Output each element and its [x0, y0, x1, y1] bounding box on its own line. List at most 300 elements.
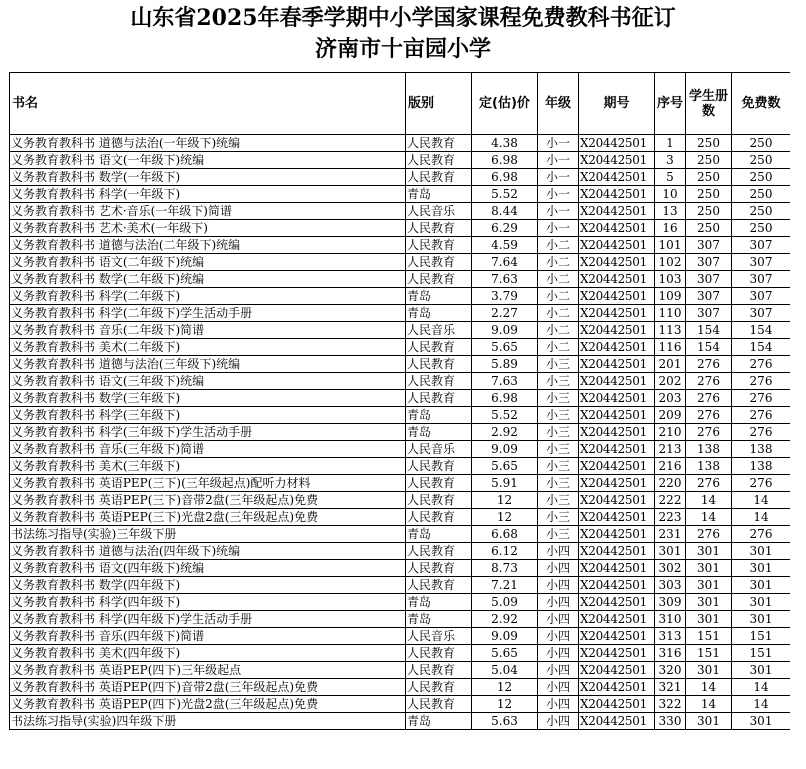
- textbook-order-table: [9, 72, 790, 730]
- cell-book-name: 义务教育教科书 英语PEP(四下)三年级起点: [10, 662, 406, 679]
- cell-publisher: 青岛: [406, 288, 472, 305]
- cell-publisher: 青岛: [406, 526, 472, 543]
- cell-book-name: 义务教育教科书 科学(四年级下): [10, 594, 406, 611]
- cell-book-name: 义务教育教科书 音乐(三年级下)简谱: [10, 441, 406, 458]
- cell-seq: 309: [655, 594, 686, 611]
- cell-publisher: 人民教育: [406, 696, 472, 713]
- cell-grade: 小三: [538, 390, 579, 407]
- cell-issue: X20442501: [579, 543, 655, 560]
- cell-students: 276: [686, 356, 732, 373]
- cell-free: 154: [732, 322, 791, 339]
- cell-seq: 3: [655, 152, 686, 169]
- cell-issue: X20442501: [579, 594, 655, 611]
- cell-students: 276: [686, 373, 732, 390]
- cell-grade: 小三: [538, 458, 579, 475]
- cell-price: 9.09: [472, 322, 538, 339]
- table-row: [10, 254, 791, 271]
- cell-students: 276: [686, 475, 732, 492]
- cell-issue: X20442501: [579, 509, 655, 526]
- cell-price: 5.52: [472, 407, 538, 424]
- cell-free: 250: [732, 186, 791, 203]
- cell-issue: X20442501: [579, 322, 655, 339]
- cell-book-name: 义务教育教科书 道德与法治(二年级下)统编: [10, 237, 406, 254]
- cell-book-name: 义务教育教科书 英语PEP(四下)光盘2盘(三年级起点)免费: [10, 696, 406, 713]
- cell-students: 250: [686, 186, 732, 203]
- cell-grade: 小四: [538, 679, 579, 696]
- cell-free: 301: [732, 713, 791, 730]
- cell-publisher: 人民教育: [406, 356, 472, 373]
- cell-seq: 10: [655, 186, 686, 203]
- cell-publisher: 人民教育: [406, 458, 472, 475]
- cell-free: 250: [732, 220, 791, 237]
- table-body: [10, 135, 791, 730]
- cell-students: 14: [686, 696, 732, 713]
- cell-students: 154: [686, 339, 732, 356]
- cell-price: 7.64: [472, 254, 538, 271]
- cell-book-name: 义务教育教科书 语文(四年级下)统编: [10, 560, 406, 577]
- cell-students: 250: [686, 220, 732, 237]
- cell-grade: 小一: [538, 220, 579, 237]
- cell-price: 6.68: [472, 526, 538, 543]
- header-book-name: 书名: [10, 73, 406, 135]
- cell-free: 276: [732, 526, 791, 543]
- cell-free: 301: [732, 611, 791, 628]
- cell-seq: 301: [655, 543, 686, 560]
- cell-seq: 310: [655, 611, 686, 628]
- cell-grade: 小二: [538, 339, 579, 356]
- header-issue: 期号: [579, 73, 655, 135]
- cell-grade: 小二: [538, 288, 579, 305]
- cell-price: 5.04: [472, 662, 538, 679]
- cell-publisher: 人民教育: [406, 560, 472, 577]
- cell-grade: 小一: [538, 135, 579, 152]
- cell-students: 307: [686, 254, 732, 271]
- cell-seq: 102: [655, 254, 686, 271]
- cell-issue: X20442501: [579, 577, 655, 594]
- cell-free: 301: [732, 560, 791, 577]
- cell-grade: 小四: [538, 577, 579, 594]
- cell-book-name: 义务教育教科书 数学(三年级下): [10, 390, 406, 407]
- cell-price: 3.79: [472, 288, 538, 305]
- cell-publisher: 人民教育: [406, 169, 472, 186]
- cell-students: 307: [686, 271, 732, 288]
- cell-grade: 小三: [538, 373, 579, 390]
- table-row: [10, 390, 791, 407]
- cell-seq: 1: [655, 135, 686, 152]
- cell-free: 14: [732, 679, 791, 696]
- cell-free: 276: [732, 475, 791, 492]
- cell-grade: 小三: [538, 356, 579, 373]
- cell-publisher: 人民教育: [406, 152, 472, 169]
- cell-free: 301: [732, 662, 791, 679]
- cell-price: 5.63: [472, 713, 538, 730]
- cell-book-name: 义务教育教科书 英语PEP(三下)光盘2盘(三年级起点)免费: [10, 509, 406, 526]
- table-row: [10, 645, 791, 662]
- table-row: [10, 679, 791, 696]
- table-row: [10, 560, 791, 577]
- cell-price: 6.98: [472, 169, 538, 186]
- cell-free: 151: [732, 628, 791, 645]
- cell-price: 5.89: [472, 356, 538, 373]
- cell-publisher: 人民教育: [406, 373, 472, 390]
- cell-issue: X20442501: [579, 237, 655, 254]
- cell-price: 4.38: [472, 135, 538, 152]
- cell-grade: 小四: [538, 662, 579, 679]
- cell-publisher: 人民音乐: [406, 203, 472, 220]
- cell-free: 14: [732, 509, 791, 526]
- cell-book-name: 义务教育教科书 道德与法治(三年级下)统编: [10, 356, 406, 373]
- cell-book-name: 义务教育教科书 语文(一年级下)统编: [10, 152, 406, 169]
- table-row: [10, 356, 791, 373]
- table-row: [10, 458, 791, 475]
- cell-students: 276: [686, 526, 732, 543]
- cell-grade: 小一: [538, 169, 579, 186]
- table-row: [10, 203, 791, 220]
- cell-book-name: 义务教育教科书 英语PEP(三下)(三年级起点)配听力材料: [10, 475, 406, 492]
- cell-free: 301: [732, 543, 791, 560]
- table-row: [10, 373, 791, 390]
- table-row: [10, 594, 791, 611]
- cell-free: 250: [732, 203, 791, 220]
- cell-book-name: 书法练习指导(实验)四年级下册: [10, 713, 406, 730]
- cell-grade: 小四: [538, 611, 579, 628]
- table-row: [10, 475, 791, 492]
- cell-price: 7.63: [472, 373, 538, 390]
- cell-free: 138: [732, 441, 791, 458]
- cell-publisher: 人民教育: [406, 135, 472, 152]
- header-price: 定(估)价: [472, 73, 538, 135]
- cell-issue: X20442501: [579, 696, 655, 713]
- cell-publisher: 青岛: [406, 594, 472, 611]
- cell-issue: X20442501: [579, 373, 655, 390]
- cell-students: 14: [686, 509, 732, 526]
- cell-free: 276: [732, 356, 791, 373]
- cell-grade: 小二: [538, 322, 579, 339]
- cell-price: 6.98: [472, 390, 538, 407]
- cell-book-name: 义务教育教科书 科学(三年级下): [10, 407, 406, 424]
- cell-seq: 220: [655, 475, 686, 492]
- cell-students: 14: [686, 679, 732, 696]
- cell-students: 301: [686, 611, 732, 628]
- cell-grade: 小三: [538, 407, 579, 424]
- header-grade: 年级: [538, 73, 579, 135]
- cell-grade: 小四: [538, 628, 579, 645]
- cell-issue: X20442501: [579, 441, 655, 458]
- cell-publisher: 人民教育: [406, 577, 472, 594]
- cell-issue: X20442501: [579, 526, 655, 543]
- cell-seq: 222: [655, 492, 686, 509]
- cell-publisher: 青岛: [406, 305, 472, 322]
- cell-book-name: 义务教育教科书 科学(一年级下): [10, 186, 406, 203]
- cell-issue: X20442501: [579, 288, 655, 305]
- cell-price: 2.92: [472, 611, 538, 628]
- cell-issue: X20442501: [579, 271, 655, 288]
- cell-price: 9.09: [472, 628, 538, 645]
- cell-publisher: 人民音乐: [406, 628, 472, 645]
- header-free: 免费数: [732, 73, 791, 135]
- cell-price: 5.65: [472, 645, 538, 662]
- cell-book-name: 义务教育教科书 道德与法治(一年级下)统编: [10, 135, 406, 152]
- table-row: [10, 611, 791, 628]
- cell-issue: X20442501: [579, 186, 655, 203]
- cell-book-name: 义务教育教科书 科学(二年级下)学生活动手册: [10, 305, 406, 322]
- cell-students: 301: [686, 594, 732, 611]
- cell-seq: 101: [655, 237, 686, 254]
- cell-issue: X20442501: [579, 169, 655, 186]
- cell-price: 12: [472, 696, 538, 713]
- cell-grade: 小四: [538, 645, 579, 662]
- cell-book-name: 义务教育教科书 语文(二年级下)统编: [10, 254, 406, 271]
- table-row: [10, 186, 791, 203]
- cell-seq: 16: [655, 220, 686, 237]
- cell-grade: 小四: [538, 713, 579, 730]
- cell-price: 9.09: [472, 441, 538, 458]
- cell-grade: 小三: [538, 509, 579, 526]
- cell-students: 307: [686, 305, 732, 322]
- table-row: [10, 441, 791, 458]
- cell-price: 12: [472, 492, 538, 509]
- cell-free: 307: [732, 237, 791, 254]
- cell-free: 301: [732, 577, 791, 594]
- cell-grade: 小一: [538, 152, 579, 169]
- table-row: [10, 696, 791, 713]
- cell-seq: 322: [655, 696, 686, 713]
- cell-book-name: 义务教育教科书 音乐(四年级下)简谱: [10, 628, 406, 645]
- cell-seq: 303: [655, 577, 686, 594]
- cell-students: 301: [686, 560, 732, 577]
- cell-price: 7.21: [472, 577, 538, 594]
- cell-seq: 201: [655, 356, 686, 373]
- cell-issue: X20442501: [579, 611, 655, 628]
- table-row: [10, 169, 791, 186]
- cell-seq: 203: [655, 390, 686, 407]
- header-seq: 序号: [655, 73, 686, 135]
- table-row: [10, 271, 791, 288]
- cell-seq: 210: [655, 424, 686, 441]
- cell-students: 301: [686, 713, 732, 730]
- table-row: [10, 407, 791, 424]
- cell-price: 5.09: [472, 594, 538, 611]
- cell-publisher: 人民教育: [406, 339, 472, 356]
- cell-issue: X20442501: [579, 407, 655, 424]
- cell-students: 151: [686, 645, 732, 662]
- cell-publisher: 青岛: [406, 424, 472, 441]
- cell-publisher: 人民教育: [406, 645, 472, 662]
- cell-grade: 小二: [538, 305, 579, 322]
- cell-free: 301: [732, 594, 791, 611]
- table-row: [10, 305, 791, 322]
- table-row: [10, 577, 791, 594]
- cell-free: 14: [732, 492, 791, 509]
- cell-free: 276: [732, 390, 791, 407]
- cell-students: 301: [686, 543, 732, 560]
- cell-grade: 小三: [538, 526, 579, 543]
- cell-free: 138: [732, 458, 791, 475]
- header-publisher: 版别: [406, 73, 472, 135]
- cell-price: 6.12: [472, 543, 538, 560]
- cell-seq: 116: [655, 339, 686, 356]
- cell-students: 250: [686, 152, 732, 169]
- cell-seq: 13: [655, 203, 686, 220]
- document-title: 山东省2025年春季学期中小学国家课程免费教科书征订: [130, 5, 676, 31]
- table-row: [10, 288, 791, 305]
- cell-free: 307: [732, 288, 791, 305]
- cell-free: 250: [732, 169, 791, 186]
- cell-issue: X20442501: [579, 220, 655, 237]
- cell-price: 4.59: [472, 237, 538, 254]
- cell-seq: 213: [655, 441, 686, 458]
- cell-price: 12: [472, 509, 538, 526]
- cell-issue: X20442501: [579, 458, 655, 475]
- cell-publisher: 青岛: [406, 186, 472, 203]
- cell-students: 301: [686, 662, 732, 679]
- cell-seq: 109: [655, 288, 686, 305]
- cell-grade: 小三: [538, 441, 579, 458]
- cell-price: 6.98: [472, 152, 538, 169]
- cell-grade: 小一: [538, 203, 579, 220]
- cell-students: 307: [686, 237, 732, 254]
- cell-price: 5.65: [472, 458, 538, 475]
- cell-seq: 231: [655, 526, 686, 543]
- cell-price: 8.73: [472, 560, 538, 577]
- cell-seq: 320: [655, 662, 686, 679]
- cell-free: 307: [732, 271, 791, 288]
- table-row: [10, 662, 791, 679]
- cell-book-name: 义务教育教科书 艺术·美术(一年级下): [10, 220, 406, 237]
- cell-price: 2.27: [472, 305, 538, 322]
- cell-publisher: 人民教育: [406, 679, 472, 696]
- table-row: [10, 237, 791, 254]
- cell-price: 5.91: [472, 475, 538, 492]
- cell-students: 307: [686, 288, 732, 305]
- table-row: [10, 339, 791, 356]
- cell-grade: 小二: [538, 254, 579, 271]
- cell-grade: 小一: [538, 186, 579, 203]
- cell-grade: 小二: [538, 271, 579, 288]
- cell-issue: X20442501: [579, 135, 655, 152]
- table-row: [10, 135, 791, 152]
- cell-issue: X20442501: [579, 203, 655, 220]
- cell-seq: 330: [655, 713, 686, 730]
- cell-price: 5.65: [472, 339, 538, 356]
- cell-seq: 216: [655, 458, 686, 475]
- cell-book-name: 义务教育教科书 艺术·音乐(一年级下)简谱: [10, 203, 406, 220]
- cell-publisher: 人民教育: [406, 662, 472, 679]
- cell-seq: 103: [655, 271, 686, 288]
- cell-students: 276: [686, 390, 732, 407]
- cell-publisher: 人民音乐: [406, 441, 472, 458]
- cell-publisher: 人民音乐: [406, 322, 472, 339]
- cell-issue: X20442501: [579, 254, 655, 271]
- cell-issue: X20442501: [579, 560, 655, 577]
- cell-book-name: 义务教育教科书 美术(二年级下): [10, 339, 406, 356]
- cell-free: 151: [732, 645, 791, 662]
- cell-issue: X20442501: [579, 390, 655, 407]
- cell-book-name: 义务教育教科书 美术(三年级下): [10, 458, 406, 475]
- cell-students: 154: [686, 322, 732, 339]
- cell-students: 14: [686, 492, 732, 509]
- header-students: 学生册数: [686, 73, 732, 135]
- cell-book-name: 义务教育教科书 科学(三年级下)学生活动手册: [10, 424, 406, 441]
- cell-grade: 小三: [538, 492, 579, 509]
- cell-publisher: 人民教育: [406, 220, 472, 237]
- cell-issue: X20442501: [579, 492, 655, 509]
- cell-seq: 110: [655, 305, 686, 322]
- cell-issue: X20442501: [579, 152, 655, 169]
- cell-publisher: 青岛: [406, 713, 472, 730]
- cell-seq: 313: [655, 628, 686, 645]
- cell-publisher: 人民教育: [406, 254, 472, 271]
- cell-grade: 小三: [538, 424, 579, 441]
- table-row: [10, 713, 791, 730]
- cell-free: 276: [732, 407, 791, 424]
- table-row: [10, 152, 791, 169]
- cell-students: 151: [686, 628, 732, 645]
- table-row: [10, 526, 791, 543]
- cell-grade: 小四: [538, 543, 579, 560]
- cell-book-name: 义务教育教科书 数学(二年级下)统编: [10, 271, 406, 288]
- cell-book-name: 义务教育教科书 数学(一年级下): [10, 169, 406, 186]
- cell-issue: X20442501: [579, 662, 655, 679]
- cell-price: 2.92: [472, 424, 538, 441]
- cell-issue: X20442501: [579, 645, 655, 662]
- cell-book-name: 书法练习指导(实验)三年级下册: [10, 526, 406, 543]
- cell-students: 276: [686, 424, 732, 441]
- table-row: [10, 509, 791, 526]
- cell-seq: 5: [655, 169, 686, 186]
- table-row: [10, 424, 791, 441]
- cell-book-name: 义务教育教科书 美术(四年级下): [10, 645, 406, 662]
- cell-grade: 小四: [538, 560, 579, 577]
- cell-issue: X20442501: [579, 628, 655, 645]
- cell-grade: 小四: [538, 594, 579, 611]
- cell-publisher: 青岛: [406, 407, 472, 424]
- cell-seq: 321: [655, 679, 686, 696]
- cell-issue: X20442501: [579, 305, 655, 322]
- cell-students: 138: [686, 441, 732, 458]
- table-row: [10, 492, 791, 509]
- cell-students: 276: [686, 407, 732, 424]
- cell-free: 250: [732, 152, 791, 169]
- cell-book-name: 义务教育教科书 数学(四年级下): [10, 577, 406, 594]
- cell-issue: X20442501: [579, 339, 655, 356]
- school-name: 济南市十亩园小学: [314, 36, 491, 62]
- cell-book-name: 义务教育教科书 科学(四年级下)学生活动手册: [10, 611, 406, 628]
- cell-free: 276: [732, 424, 791, 441]
- cell-publisher: 青岛: [406, 611, 472, 628]
- cell-publisher: 人民教育: [406, 390, 472, 407]
- cell-issue: X20442501: [579, 356, 655, 373]
- cell-book-name: 义务教育教科书 道德与法治(四年级下)统编: [10, 543, 406, 560]
- cell-book-name: 义务教育教科书 英语PEP(三下)音带2盘(三年级起点)免费: [10, 492, 406, 509]
- table-row: [10, 543, 791, 560]
- cell-seq: 302: [655, 560, 686, 577]
- cell-publisher: 人民教育: [406, 543, 472, 560]
- cell-book-name: 义务教育教科书 科学(二年级下): [10, 288, 406, 305]
- cell-free: 307: [732, 305, 791, 322]
- cell-grade: 小四: [538, 696, 579, 713]
- cell-grade: 小二: [538, 237, 579, 254]
- cell-free: 250: [732, 135, 791, 152]
- cell-students: 250: [686, 203, 732, 220]
- cell-publisher: 人民教育: [406, 509, 472, 526]
- cell-seq: 223: [655, 509, 686, 526]
- table-row: [10, 628, 791, 645]
- cell-free: 276: [732, 373, 791, 390]
- cell-students: 301: [686, 577, 732, 594]
- cell-book-name: 义务教育教科书 语文(三年级下)统编: [10, 373, 406, 390]
- table-header-row: [10, 73, 791, 135]
